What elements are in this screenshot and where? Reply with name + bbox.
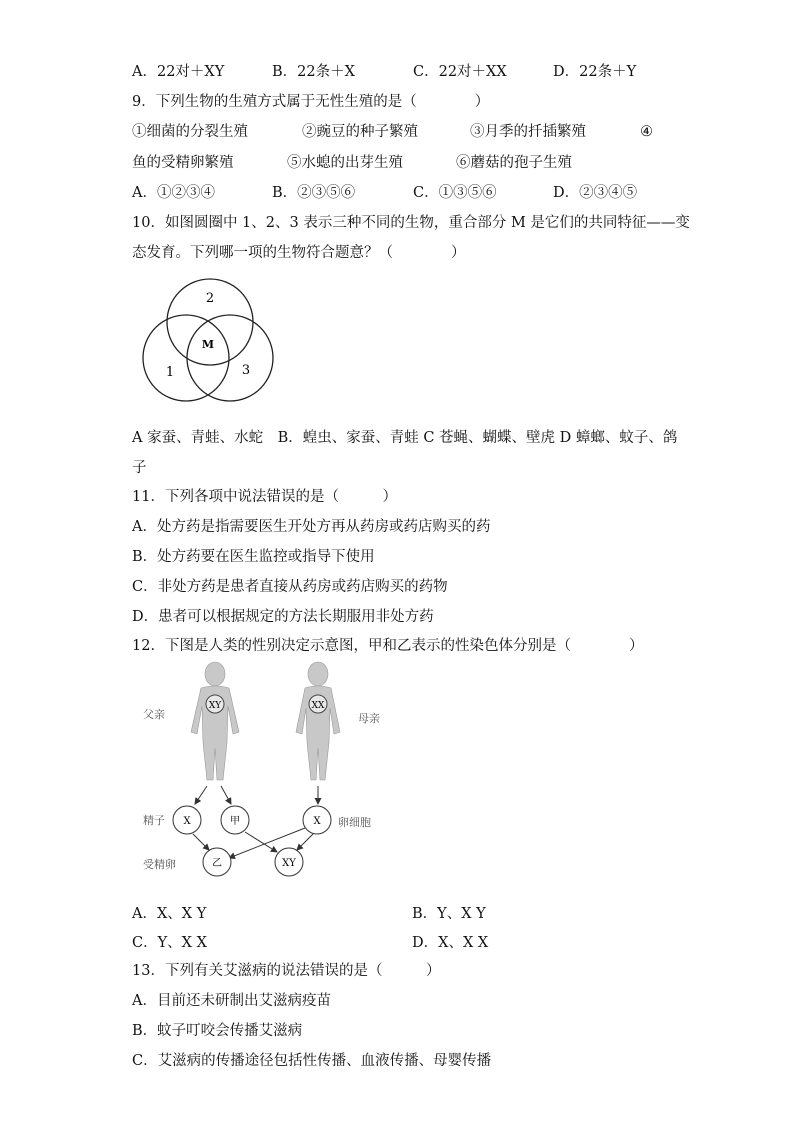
father-figure xyxy=(191,662,239,780)
arrow-sperm2-zygote2 xyxy=(245,832,277,852)
mother-figure xyxy=(296,662,340,780)
q12-sex-determination-figure xyxy=(135,660,385,882)
father-chromosome-label: XY xyxy=(208,701,222,711)
q12-option-a: A．X、X Y xyxy=(132,906,207,922)
q10-options-line1: A 家蚕、青蛙、水蛇 B．蝗虫、家蚕、青蛙 C 苍蝇、蝴蝶、壁虎 D 蟑螂、蚊子、鸽 xyxy=(132,430,678,446)
q10-venn-diagram xyxy=(130,270,290,410)
q11-option-c: C．非处方药是患者直接从药房或药店购买的药物 xyxy=(132,579,448,595)
q9-item-6: ⑥蘑菇的孢子生殖 xyxy=(456,155,572,171)
q8-option-c: C．22对＋XX xyxy=(413,64,507,80)
q8-option-a: A．22对＋XY xyxy=(132,64,225,80)
arrow-sperm1-zygote1 xyxy=(193,834,209,850)
q9-item-3: ③月季的扦插繁殖 xyxy=(470,124,586,140)
q9-item-2: ②豌豆的种子繁殖 xyxy=(302,124,418,140)
zygote1-label: 乙 xyxy=(212,858,222,869)
q10-stem-line1: 10．如图圆圈中 1、2、3 表示三种不同的生物，重合部分 M 是它们的共同特征——变 xyxy=(132,215,690,231)
q11-option-d: D．患者可以根据规定的方法长期服用非处方药 xyxy=(132,609,434,625)
venn-label-m: M xyxy=(201,338,215,351)
q12-stem: 12．下图是人类的性别决定示意图，甲和乙表示的性染色体分别是（ ） xyxy=(132,638,644,654)
sperm1-label: X xyxy=(183,816,191,827)
q8-option-b: B．22条＋X xyxy=(272,64,355,80)
zygote-label: 受精卵 xyxy=(143,858,176,871)
q11-option-a: A．处方药是指需要医生开处方再从药房或药店购买的药 xyxy=(132,519,491,535)
q9-item-1: ①细菌的分裂生殖 xyxy=(132,124,248,140)
q9-option-d: D．②③④⑤ xyxy=(553,185,638,201)
q9-item-5: ⑤水螅的出芽生殖 xyxy=(287,155,403,171)
egg-label: 卵细胞 xyxy=(338,816,371,829)
q13-option-c: C．艾滋病的传播途径包括性传播、血液传播、母婴传播 xyxy=(132,1053,492,1069)
q9-item-4-marker: ④ xyxy=(640,124,653,140)
egg-circle-label: X xyxy=(313,816,321,827)
q8-option-d: D．22条＋Y xyxy=(553,64,637,80)
q12-option-d: D．X、X X xyxy=(412,935,489,951)
venn-label-2: 2 xyxy=(205,291,215,306)
q9-option-a: A．①②③④ xyxy=(132,185,215,201)
q13-stem: 13．下列有关艾滋病的说法错误的是（ ） xyxy=(132,963,441,979)
venn-circle-3 xyxy=(187,315,273,401)
father-label: 父亲 xyxy=(143,708,165,721)
q9-option-c: C．①③⑤⑥ xyxy=(413,185,497,201)
q12-option-b: B．Y、X Y xyxy=(412,906,486,922)
arrow-egg-zygote2 xyxy=(297,834,313,850)
arrow-father-sperm2 xyxy=(221,786,231,804)
mother-label: 母亲 xyxy=(358,712,380,725)
q9-stem: 9．下列生物的生殖方式属于无性生殖的是（ ） xyxy=(132,94,490,110)
q10-stem-line2: 态发育。下列哪一项的生物符合题意？（ ） xyxy=(132,245,466,261)
q13-option-b: B．蚊子叮咬会传播艾滋病 xyxy=(132,1023,303,1039)
q9-option-b: B．②③⑤⑥ xyxy=(272,185,356,201)
sperm2-label: 甲 xyxy=(230,816,240,827)
q9-item-4-text: 鱼的受精卵繁殖 xyxy=(132,155,234,171)
q11-stem: 11．下列各项中说法错误的是（ ） xyxy=(132,489,397,505)
q12-option-c: C．Y、X X xyxy=(132,935,207,951)
q10-options-line2: 子 xyxy=(132,460,147,476)
q13-option-a: A．目前还未研制出艾滋病疫苗 xyxy=(132,993,331,1009)
arrow-father-sperm1 xyxy=(195,786,207,804)
sperm-label: 精子 xyxy=(143,814,165,827)
venn-label-1: 1 xyxy=(165,365,175,380)
mother-chromosome-label: XX xyxy=(311,701,325,711)
venn-label-3: 3 xyxy=(241,363,251,378)
q11-option-b: B．处方药要在医生监控或指导下使用 xyxy=(132,549,375,565)
zygote2-label: XY xyxy=(282,858,296,869)
